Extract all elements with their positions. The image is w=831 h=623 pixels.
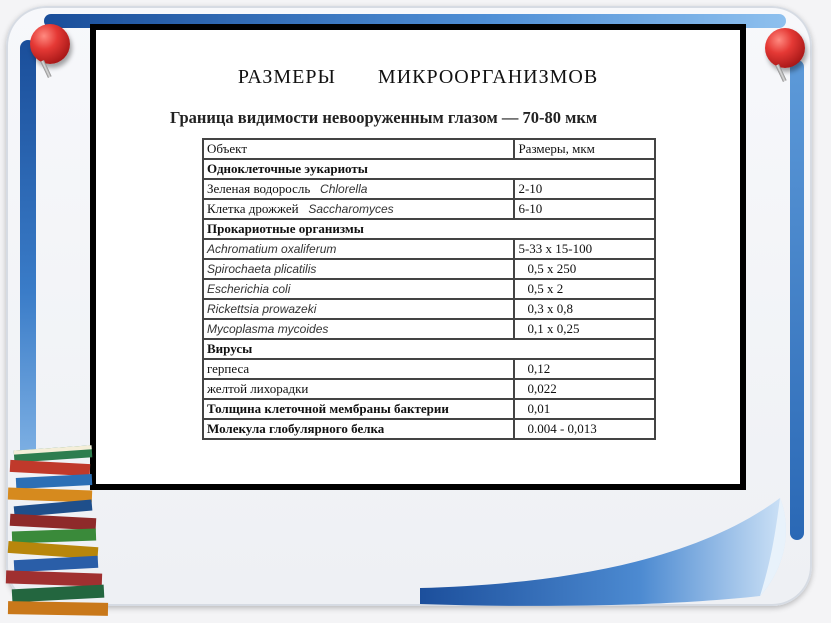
row-object xyxy=(203,259,514,279)
section-label: Вирусы xyxy=(203,339,655,359)
table-row xyxy=(203,279,655,299)
row-object: Молекула глобулярного белка xyxy=(203,419,514,439)
object-latin: Escherichia coli xyxy=(207,282,291,296)
row-object xyxy=(203,239,514,259)
table-row xyxy=(203,319,655,339)
row-size: 0,1 x 0,25 xyxy=(514,319,655,339)
row-size: 0,12 xyxy=(514,359,655,379)
title-part-1: РАЗМЕРЫ xyxy=(237,66,336,88)
table-row xyxy=(203,239,655,259)
table-row xyxy=(203,359,655,379)
row-size: 0,5 x 2 xyxy=(514,279,655,299)
book-stack-icon xyxy=(2,440,122,620)
row-size: 0,01 xyxy=(514,399,655,419)
object-name: Зеленая водоросль xyxy=(207,181,311,196)
header-object: Объект xyxy=(203,139,514,159)
row-size: 0,5 x 250 xyxy=(514,259,655,279)
slide-content-panel xyxy=(90,24,746,490)
row-object xyxy=(203,279,514,299)
table-header-row xyxy=(203,139,655,159)
row-size: 2-10 xyxy=(514,179,655,199)
row-size: 5-33 x 15-100 xyxy=(514,239,655,259)
row-size: 0,022 xyxy=(514,379,655,399)
object-latin: Saccharomyces xyxy=(308,202,394,216)
table-row xyxy=(203,299,655,319)
object-latin: Mycoplasma mycoides xyxy=(207,322,329,336)
slide-page xyxy=(96,30,740,484)
row-size: 6-10 xyxy=(514,199,655,219)
table-row xyxy=(203,419,655,439)
sizes-table xyxy=(202,138,656,440)
table-section-row xyxy=(203,219,655,239)
table-row xyxy=(203,179,655,199)
table-row xyxy=(203,399,655,419)
section-label: Прокариотные организмы xyxy=(203,219,655,239)
push-pin-icon xyxy=(30,24,70,64)
frame-right-stripe xyxy=(790,60,804,540)
row-object: желтой лихорадки xyxy=(203,379,514,399)
table-section-row xyxy=(203,339,655,359)
header-size: Размеры, мкм xyxy=(514,139,655,159)
section-label: Одноклеточные эукариоты xyxy=(203,159,655,179)
row-size: 0.004 - 0,013 xyxy=(514,419,655,439)
object-latin: Rickettsia prowazeki xyxy=(207,302,317,316)
page-curl-decoration xyxy=(420,488,800,608)
table-row xyxy=(203,379,655,399)
title-part-2: МИКРООРГАНИЗМОВ xyxy=(377,66,599,88)
row-object xyxy=(203,299,514,319)
object-name: Клетка дрожжей xyxy=(207,201,299,216)
push-pin-icon xyxy=(765,28,805,68)
page-title xyxy=(96,66,740,89)
object-latin: Chlorella xyxy=(320,182,368,196)
row-object: герпеса xyxy=(203,359,514,379)
object-latin: Spirochaeta plicatilis xyxy=(207,262,317,276)
row-size: 0,3 x 0,8 xyxy=(514,299,655,319)
table-section-row xyxy=(203,159,655,179)
row-object xyxy=(203,199,514,219)
row-object: Толщина клеточной мембраны бактерии xyxy=(203,399,514,419)
object-latin: Achromatium oxaliferum xyxy=(207,242,337,256)
table-row xyxy=(203,199,655,219)
row-object xyxy=(203,179,514,199)
table-row xyxy=(203,259,655,279)
frame-left-stripe xyxy=(20,40,36,460)
row-object xyxy=(203,319,514,339)
page-subtitle: Граница видимости невооруженным глазом — 70-80 мкм xyxy=(170,108,598,127)
